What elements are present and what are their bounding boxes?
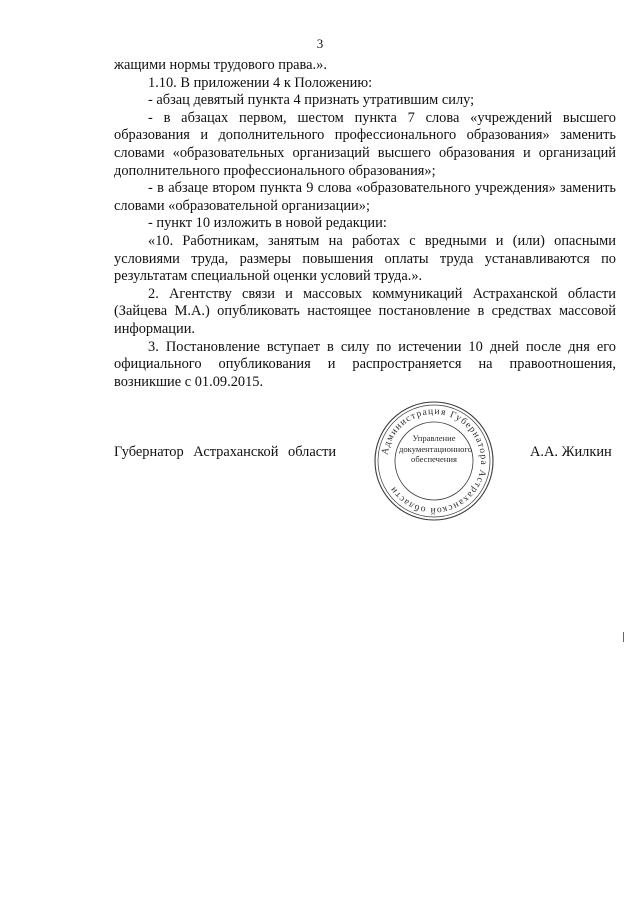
paragraph-continuation: жащими нормы трудового права.». [114, 57, 327, 73]
paragraph-3: 3. Постановление вступает в силу по истечении 10 дней после дня его официального опубликования и распространяется на правоотношения, возникшие с 01.09.2015. [114, 338, 616, 390]
paragraph-item-10-text: «10. Работникам, занятым на работах с вредными и (или) опасными условиями труда, размеры повышения оплаты труда устанавливаются по результатам специальной оценки условий труда.». [114, 232, 616, 285]
margin-mark [623, 632, 624, 642]
seal-line: обеспечения [411, 454, 457, 464]
seal-inner-text [399, 433, 473, 465]
paragraph-2: 2. Агентству связи и массовых коммуникаций Астраханской области (Зайцева М.А.) опубликовать настоящее постановление в средствах массовой информации. [114, 285, 616, 337]
seal-line: документационного [399, 443, 473, 454]
paragraph-item-9: - в абзаце втором пункта 9 слова «образовательного учреждения» заменить словами «образовательной организации»; [114, 180, 616, 214]
seal-line: Управление [412, 433, 456, 443]
signatory-position: Губернатор Астраханской области [114, 444, 337, 460]
signatory-name: А.А. Жилкин [530, 444, 612, 460]
paragraph-item-7: - в абзацах первом, шестом пункта 7 слова «учреждений высшего образования и дополнительного профессионального образования» заменить словами «образовательных организаций высшего образования и организаций дополнительного профессионального образования»; [114, 109, 616, 179]
document-body [114, 57, 616, 391]
paragraph-1-10: 1.10. В приложении 4 к Положению: [148, 74, 373, 91]
page-number: 3 [316, 36, 324, 51]
paragraph-item-10: - пункт 10 изложить в новой редакции: [148, 215, 387, 232]
svg-text:Администрация Губернатора Астр: Администрация Губернатора Астраханской области [379, 405, 490, 517]
paragraph-item-4: - абзац девятый пункта 4 признать утратившим силу; [148, 92, 475, 109]
